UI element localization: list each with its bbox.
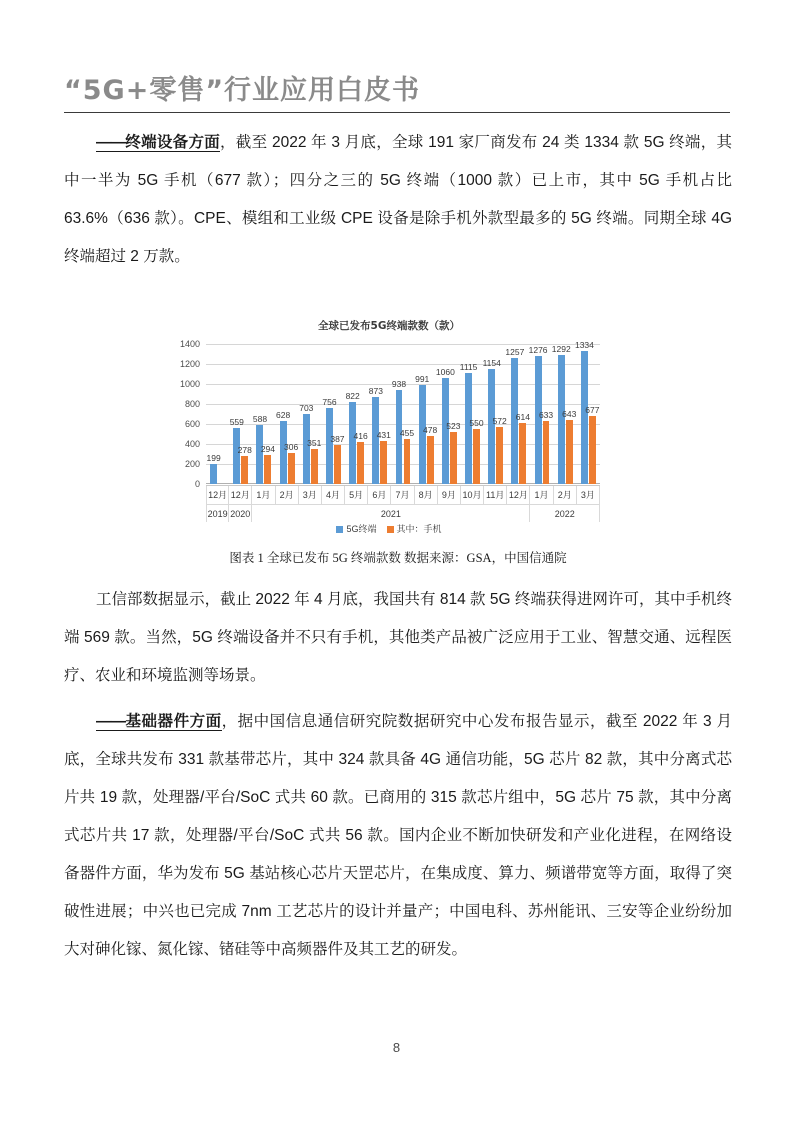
- bar-value-label: 559: [229, 417, 244, 428]
- x-axis-category-label: 7月: [391, 486, 414, 504]
- bar-phone: [519, 423, 526, 484]
- bar-value-label: 991: [415, 373, 430, 384]
- x-axis-year-label: 2019: [206, 504, 229, 522]
- x-axis-category-label: 12月: [507, 486, 530, 504]
- bar-5g-terminal: [256, 425, 263, 484]
- y-axis-tick-label: 1400: [179, 339, 200, 349]
- bar-5g-terminal: [233, 428, 240, 484]
- x-axis-category-label: 12月: [206, 486, 229, 504]
- paragraph-3-dash: ——: [96, 713, 125, 730]
- x-axis-category-label: 12月: [229, 486, 252, 504]
- bar-phone: [357, 442, 364, 484]
- bar-value-label: 1257: [505, 347, 525, 358]
- bar-value-label: 677: [585, 405, 600, 416]
- x-axis-category-label: 8月: [415, 486, 438, 504]
- bar-phone: [566, 420, 573, 484]
- y-axis-tick-label: 1000: [179, 379, 200, 389]
- bar-5g-terminal: [303, 414, 310, 484]
- bar-value-label: 1334: [574, 339, 594, 350]
- bar-value-label: 455: [399, 427, 415, 438]
- bar-5g-terminal: [558, 355, 565, 484]
- bar-value-label: 550: [469, 418, 484, 428]
- paragraph-2-body: 工信部数据显示，截止 2022 年 4 月底，我国共有 814 款 5G 终端获得进网许可，其中手机终端 569 款。当然，5G 终端设备并不只有手机，其他类产品被广泛应用于工业、智慧交通、远程医疗、农业和环境监测等场景。: [64, 591, 732, 684]
- bar-value-label: 1292: [551, 343, 571, 354]
- y-axis-tick-label: 600: [184, 419, 200, 429]
- y-axis-tick-label: 200: [184, 459, 200, 469]
- bar-value-label: 387: [330, 434, 345, 445]
- x-axis-category-label: 6月: [368, 486, 391, 504]
- bar-value-label: 351: [307, 437, 322, 448]
- bar-value-label: 633: [538, 409, 554, 420]
- bar-phone: [543, 421, 550, 484]
- bar-phone: [311, 449, 318, 484]
- bar-value-label: 278: [237, 445, 252, 456]
- bar-5g-terminal: [581, 351, 588, 484]
- figure-caption: 图表 1 全球已发布 5G 终端款数 数据来源：GSA，中国信通院: [229, 551, 567, 565]
- page-title: “5G+零售”行业应用白皮书: [64, 75, 421, 106]
- paragraph-miit-data: [64, 581, 732, 695]
- bar-phone: [473, 429, 480, 484]
- bar-5g-terminal: [442, 378, 449, 484]
- bar-phone: [334, 445, 341, 484]
- paragraph-1-lead: 终端设备方面: [125, 134, 221, 151]
- chart-global-5g-terminals: [174, 318, 604, 540]
- chart-x-axis: [206, 485, 600, 522]
- bar-value-label: 614: [515, 411, 530, 422]
- x-axis-category-label: 3月: [577, 486, 600, 504]
- bar-value-label: 938: [391, 379, 407, 390]
- bar-value-label: 572: [492, 415, 507, 426]
- bar-phone: [288, 453, 295, 484]
- bar-value-label: 703: [299, 402, 314, 413]
- bar-value-label: 294: [260, 443, 275, 454]
- legend-swatch-icon: [387, 526, 394, 533]
- x-axis-category-label: 3月: [299, 486, 322, 504]
- bar-5g-terminal: [465, 373, 472, 485]
- y-axis-tick-label: 800: [184, 399, 200, 409]
- bar-value-label: 431: [376, 429, 391, 440]
- bar-value-label: 1060: [435, 367, 455, 377]
- x-axis-category-label: 9月: [438, 486, 461, 504]
- x-axis-category-label: 4月: [322, 486, 345, 504]
- bar-5g-terminal: [372, 397, 379, 484]
- x-axis-category-label: 10月: [461, 486, 484, 504]
- legend-label: 5G终端: [346, 524, 377, 534]
- bar-value-label: 1154: [482, 357, 501, 368]
- bar-value-label: 588: [252, 414, 268, 425]
- x-axis-category-label: 2月: [276, 486, 299, 504]
- bar-value-label: 416: [353, 431, 368, 442]
- legend-label: 其中：手机: [396, 524, 442, 534]
- paragraph-basic-components: [64, 703, 732, 969]
- bar-5g-terminal: [326, 408, 333, 484]
- paragraph-3-body: ，据中国信息通信研究院数据研究中心发布报告显示，截至 2022 年 3 月底，全球共发布 331 款基带芯片，其中 324 款具备 4G 通信功能，5G 芯片 82 款，其中分离式芯片共 19 款，处理器/平台/SoC 式共 60 款。已商用的 315 款芯片组中，5G 芯片 75 款，其中分离式芯片共 17 款，处理器/平台/SoC 式共 56 款。国内企业不断加快研发和产业化进程，在网络设备器件方面，华为发布 5G 基站核心芯片天罡芯片，在集成度、算力、频谱带宽等方面，取得了突破性进展；中兴也已完成 7nm 工艺芯片的设计并量产；中国电科、苏州能讯、三安等企业纷纷加大对砷化镓、氮化镓、锗硅等中高频器件及其工艺的研发。: [64, 713, 732, 958]
- x-axis-category-label: 2月: [554, 486, 577, 504]
- bar-phone: [404, 439, 411, 485]
- y-axis-tick-label: 1200: [179, 359, 200, 369]
- bar-5g-terminal: [210, 464, 217, 484]
- bar-value-label: 1115: [459, 361, 478, 372]
- x-axis-category-label: 1月: [252, 486, 275, 504]
- page-number: 8: [392, 1040, 401, 1055]
- bar-value-label: 628: [276, 410, 291, 421]
- title-divider: [64, 112, 730, 113]
- legend-swatch-icon: [336, 526, 343, 533]
- bar-5g-terminal: [280, 421, 287, 484]
- chart-y-axis: [174, 339, 202, 489]
- y-axis-tick-label: 0: [194, 479, 200, 489]
- bar-phone: [589, 416, 596, 484]
- paragraph-terminal-devices: [64, 124, 732, 276]
- bar-5g-terminal: [349, 402, 356, 484]
- paragraph-3-lead: 基础器件方面: [125, 713, 222, 730]
- bar-phone: [450, 432, 457, 484]
- bar-value-label: 523: [446, 420, 461, 431]
- y-axis-tick-label: 400: [184, 439, 200, 449]
- bar-5g-terminal: [488, 369, 495, 484]
- x-axis-year-label: 2021: [252, 504, 530, 522]
- legend-entry: [336, 524, 376, 534]
- chart-plot-area: [206, 339, 600, 484]
- bar-value-label: 643: [562, 408, 577, 419]
- x-axis-category-label: 11月: [484, 486, 507, 504]
- bar-phone: [264, 455, 271, 484]
- bar-phone: [241, 456, 248, 484]
- x-axis-year-label: 2020: [229, 504, 252, 522]
- paragraph-1-body: ，截至 2022 年 3 月底，全球 191 家厂商发布 24 类 1334 款 5G 终端，其中一半为 5G 手机（677 款）；四分之三的 5G 终端（1000 款）已上市，其中 5G 手机占比 63.6%（636 款）。CPE、模组和工业级 CPE 设备是除手机外款型最多的 5G 终端。同期全球 4G 终端超过 2 万款。: [64, 134, 732, 265]
- chart-title: 全球已发布5G终端款数（款）: [318, 320, 460, 332]
- x-axis-category-label: 1月: [530, 486, 553, 504]
- bar-phone: [380, 441, 387, 484]
- bar-5g-terminal: [535, 356, 542, 484]
- bar-value-label: 873: [368, 385, 383, 396]
- bar-phone: [496, 427, 503, 484]
- bar-value-label: 822: [345, 390, 360, 401]
- x-axis-year-label: 2022: [530, 504, 600, 522]
- bar-value-label: 478: [423, 425, 438, 436]
- bar-value-label: 756: [322, 397, 337, 408]
- paragraph-1-dash: ——: [96, 134, 125, 151]
- bar-value-label: 199: [206, 453, 221, 464]
- bar-value-label: 1276: [528, 345, 548, 356]
- x-axis-category-label: 5月: [345, 486, 368, 504]
- bar-value-label: 306: [284, 442, 299, 453]
- bar-phone: [427, 436, 434, 484]
- legend-entry: [387, 524, 442, 534]
- chart-legend: [174, 522, 604, 535]
